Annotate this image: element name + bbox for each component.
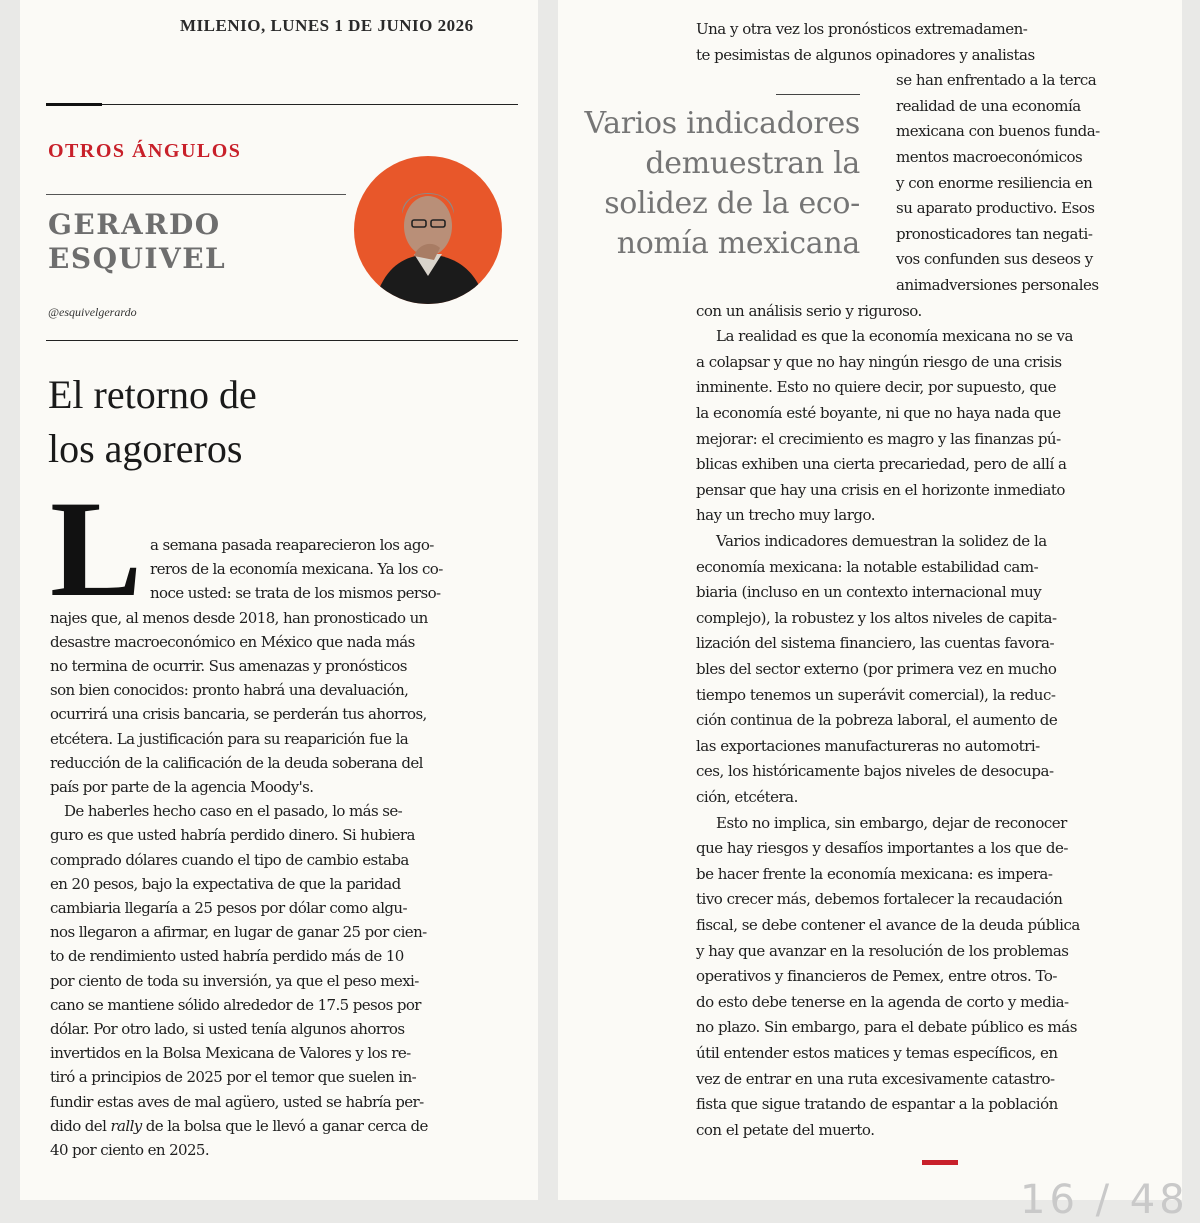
body-line: te pesimistas de algunos opinadores y analistas — [696, 45, 1035, 64]
body-line: no termina de ocurrir. Sus amenazas y pronósticos — [50, 657, 407, 675]
author-name — [48, 208, 226, 276]
body-line: guro es que usted habría perdido dinero. Si hubiera — [50, 826, 415, 845]
body-line: ocurrirá una crisis bancaria, se perderán tus ahorros, — [50, 705, 427, 724]
body-line: realidad de una economía — [896, 96, 1081, 115]
body-line: pensar que hay una crisis en el horizonte inmediato — [696, 480, 1065, 499]
body-line: a semana pasada reaparecieron los ago- — [150, 536, 434, 554]
body-line: reros de la economía mexicana. Ya los co- — [150, 560, 443, 579]
body-line: fista que sigue tratando de espantar a la población — [696, 1095, 1058, 1114]
body-line: lización del sistema financiero, las cuentas favora- — [696, 634, 1055, 653]
body-line: cambiaria llegaría a 25 pesos por dólar como algu- — [50, 899, 407, 917]
end-mark — [922, 1160, 958, 1165]
body-line: no plazo. Sin embargo, para el debate público es más — [696, 1018, 1077, 1037]
body-line: etcétera. La justificación para su reaparición fue la — [50, 729, 409, 748]
pull-quote-line: solidez de la eco- — [604, 186, 860, 221]
section-divider — [46, 194, 346, 195]
body-line: hay un trecho muy largo. — [696, 506, 876, 525]
body-line: do esto debe tenerse en la agenda de corto y media- — [696, 992, 1069, 1011]
author-photo — [354, 156, 502, 304]
body-line: tivo crecer más, debemos fortalecer la recaudación — [696, 890, 1063, 909]
body-line: animadversiones personales — [896, 276, 1099, 294]
body-line: fiscal, se debe contener el avance de la deuda pública — [696, 916, 1080, 934]
body-line: en 20 pesos, bajo la expectativa de que la paridad — [50, 874, 401, 893]
byline-rule — [46, 340, 518, 341]
left-column — [20, 0, 538, 1200]
body-line: con el petate del muerto. — [696, 1120, 875, 1139]
body-line: Una y otra vez los pronósticos extremadamen- — [696, 20, 1028, 38]
body-line: najes que, al menos desde 2018, han pronosticado un — [50, 608, 428, 627]
body-line: vez de entrar en una ruta excesivamente catastro- — [696, 1069, 1055, 1088]
masthead: MILENIO, LUNES 1 DE JUNIO 2026 — [180, 16, 474, 35]
body-line: se han enfrentado a la terca — [896, 71, 1097, 90]
section-label: OTROS ÁNGULOS — [48, 140, 242, 162]
body-line: dido del rally de la bolsa que le llevó a ganar cerca de — [50, 1116, 428, 1135]
body-line: y con enorme resiliencia en — [896, 173, 1093, 192]
drop-cap: L — [50, 472, 143, 625]
body-line: fundir estas aves de mal agüero, usted se habría per- — [50, 1092, 424, 1111]
body-line: dólar. Por otro lado, si usted tenía algunos ahorros — [50, 1020, 405, 1038]
body-line: desastre macroeconómico en México que nada más — [50, 632, 415, 651]
body-line: biaria (incluso en un contexto internacional muy — [696, 583, 1042, 602]
body-line: bles del sector externo (por primera vez en mucho — [696, 660, 1057, 678]
headline-line: los agoreros — [48, 426, 243, 471]
headline — [48, 368, 257, 476]
body-line: be hacer frente la economía mexicana: es impera- — [696, 864, 1053, 883]
body-line: vos confunden sus deseos y — [896, 250, 1093, 269]
top-rule — [46, 104, 518, 105]
author-handle: @esquivelgerardo — [48, 305, 137, 319]
body-line: la economía esté boyante, ni que no haya nada que — [696, 404, 1061, 422]
pull-quote — [558, 104, 860, 264]
body-line: tiempo tenemos un superávit comercial), la reduc- — [696, 685, 1056, 704]
pull-quote-line: nomía mexicana — [616, 226, 860, 261]
body-line: reducción de la calificación de la deuda soberana del — [50, 753, 423, 772]
body-line: invertidos en la Bolsa Mexicana de Valores y los re- — [50, 1044, 411, 1063]
body-line: y hay que avanzar en la resolución de los problemas — [696, 941, 1069, 960]
body-line: mentos macroeconómicos — [896, 148, 1083, 166]
body-line: su aparato productivo. Esos — [896, 199, 1095, 218]
body-line: ces, los históricamente bajos niveles de desocupa- — [696, 762, 1054, 781]
body-line: noce usted: se trata de los mismos perso- — [150, 584, 441, 603]
page-number: 16 / 48 — [1020, 1177, 1189, 1223]
body-line: La realidad es que la economía mexicana no se va — [716, 327, 1073, 346]
body-line: con un análisis serio y riguroso. — [696, 301, 922, 320]
body-line: complejo), la robustez y los altos niveles de capita- — [696, 608, 1057, 627]
body-line: comprado dólares cuando el tipo de cambio estaba — [50, 850, 409, 869]
body-line: cano se mantiene sólido alrededor de 17.5 pesos por — [50, 995, 421, 1014]
body-line: ción continua de la pobreza laboral, el aumento de — [696, 711, 1058, 730]
top-rule-accent — [46, 103, 102, 106]
body-line: 40 por ciento en 2025. — [50, 1141, 210, 1159]
body-line: nos llegaron a afirmar, en lugar de ganar 25 por cien- — [50, 923, 427, 942]
body-line: país por parte de la agencia Moody's. — [50, 778, 314, 796]
body-line: operativos y financieros de Pemex, entre otros. To- — [696, 967, 1057, 986]
author-first-name: GERARDO — [48, 208, 221, 241]
right-column — [558, 0, 1189, 1223]
body-line: a colapsar y que no hay ningún riesgo de una crisis — [696, 352, 1062, 371]
headline-line: El retorno de — [48, 372, 257, 417]
body-line: pronosticadores tan negati- — [896, 224, 1093, 243]
body-line: por ciento de toda su inversión, ya que el peso mexi- — [50, 971, 419, 990]
body-line: economía mexicana: la notable estabilidad cam- — [696, 557, 1039, 576]
body-line: Varios indicadores demuestran la solidez de la — [716, 532, 1047, 550]
body-line: son bien conocidos: pronto habrá una devaluación, — [50, 681, 409, 700]
pull-quote-line: Varios indicadores — [584, 106, 860, 141]
body-line: De haberles hecho caso en el pasado, lo más se- — [64, 802, 403, 821]
body-line: mejorar: el crecimiento es magro y las finanzas pú- — [696, 429, 1061, 448]
body-line: mexicana con buenos funda- — [896, 122, 1100, 141]
body-line: ción, etcétera. — [696, 788, 798, 806]
body-line: inminente. Esto no quiere decir, por supuesto, que — [696, 378, 1057, 397]
pull-quote-line: demuestran la — [645, 146, 860, 181]
body-line: útil entender estos matices y temas específicos, en — [696, 1044, 1058, 1062]
pull-quote-rule — [776, 94, 860, 95]
body-line: tiró a principios de 2025 por el temor que suelen in- — [50, 1068, 417, 1087]
body-line: to de rendimiento usted habría perdido más de 10 — [50, 947, 404, 966]
body-line: blicas exhiben una cierta precariedad, pero de allí a — [696, 455, 1067, 474]
body-line: que hay riesgos y desafíos importantes a los que de- — [696, 839, 1068, 858]
author-last-name: ESQUIVEL — [48, 242, 227, 275]
body-line: Esto no implica, sin embargo, dejar de reconocer — [716, 813, 1067, 832]
body-line: las exportaciones manufactureras no automotri- — [696, 736, 1040, 755]
